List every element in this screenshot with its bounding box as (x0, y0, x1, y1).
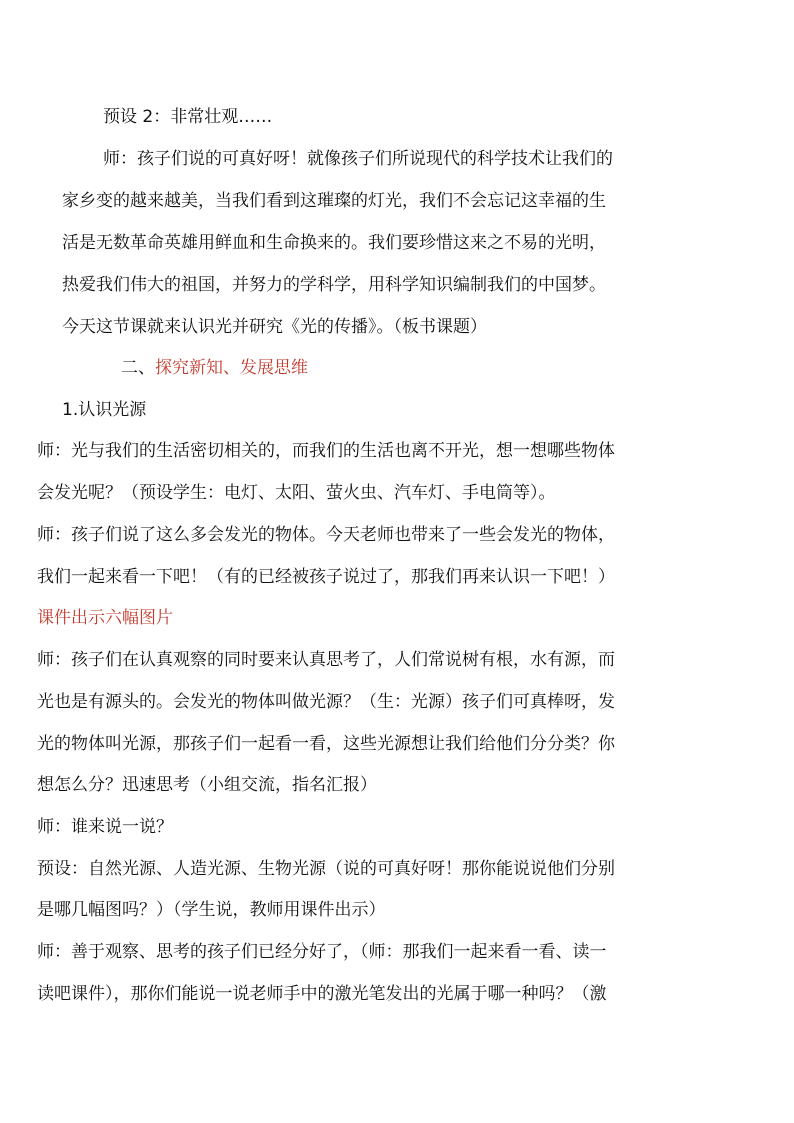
section-2-title: 探究新知、发展思维 (155, 358, 308, 378)
paragraph-7-line-2: 读吧课件），那你们能说一说老师手中的激光笔发出的光属于哪一种吗？（激 (37, 984, 607, 1004)
section-2-heading (121, 357, 308, 379)
paragraph-1-line-2: 家乡变的越来越美，当我们看到这璀璨的灯光，我们不会忘记这幸福的生 (62, 191, 606, 211)
preset-2-line: 预设 2：非常壮观…… (103, 107, 273, 127)
paragraph-5-line-1: 师：谁来说一说？ (37, 817, 173, 837)
paragraph-3-line-1: 师：孩子们说了这么多会发光的物体。今天老师也带来了一些会发光的物体， (37, 525, 615, 545)
section-2-prefix: 二、 (121, 358, 155, 378)
courseware-note: 课件出示六幅图片 (37, 608, 173, 628)
paragraph-6-line-1: 预设：自然光源、人造光源、生物光源（说的可真好呀！那你能说说他们分别 (37, 859, 615, 879)
paragraph-4-line-2: 光也是有源头的。会发光的物体叫做光源？（生：光源）孩子们可真棒呀，发 (37, 692, 615, 712)
paragraph-2-line-1: 师：光与我们的生活密切相关的，而我们的生活也离不开光，想一想哪些物体 (37, 441, 615, 461)
paragraph-4-line-3: 光的物体叫光源，那孩子们一起看一看，这些光源想让我们给他们分分类？你 (37, 734, 615, 754)
paragraph-4-line-1: 师：孩子们在认真观察的同时要来认真思考了，人们常说树有根，水有源，而 (37, 650, 615, 670)
paragraph-2-line-2: 会发光呢？（预设学生：电灯、太阳、萤火虫、汽车灯、手电筒等）。 (37, 483, 556, 503)
paragraph-7-line-1: 师：善于观察、思考的孩子们已经分好了，（师：那我们一起来看一看、读一 (37, 942, 607, 962)
paragraph-3-line-2: 我们一起来看一下吧！（有的已经被孩子说过了，那我们再来认识一下吧！） (37, 567, 615, 587)
paragraph-1-line-4: 热爱我们伟大的祖国，并努力的学科学，用科学知识编制我们的中国梦。 (62, 275, 606, 295)
paragraph-6-line-2: 是哪几幅图吗？）（学生说，教师用课件出示） (37, 900, 386, 920)
subsection-1-heading: 1.认识光源 (62, 400, 147, 420)
paragraph-4-line-4: 想怎么分？迅速思考（小组交流，指名汇报） (37, 775, 377, 795)
paragraph-1-line-5: 今天这节课就来认识光并研究《光的传播》。（板书课题） (62, 317, 487, 337)
paragraph-1-line-1: 师：孩子们说的可真好呀！就像孩子们所说现代的科学技术让我们的 (103, 149, 613, 169)
paragraph-1-line-3: 活是无数革命英雄用鲜血和生命换来的。我们要珍惜这来之不易的光明， (62, 233, 606, 253)
